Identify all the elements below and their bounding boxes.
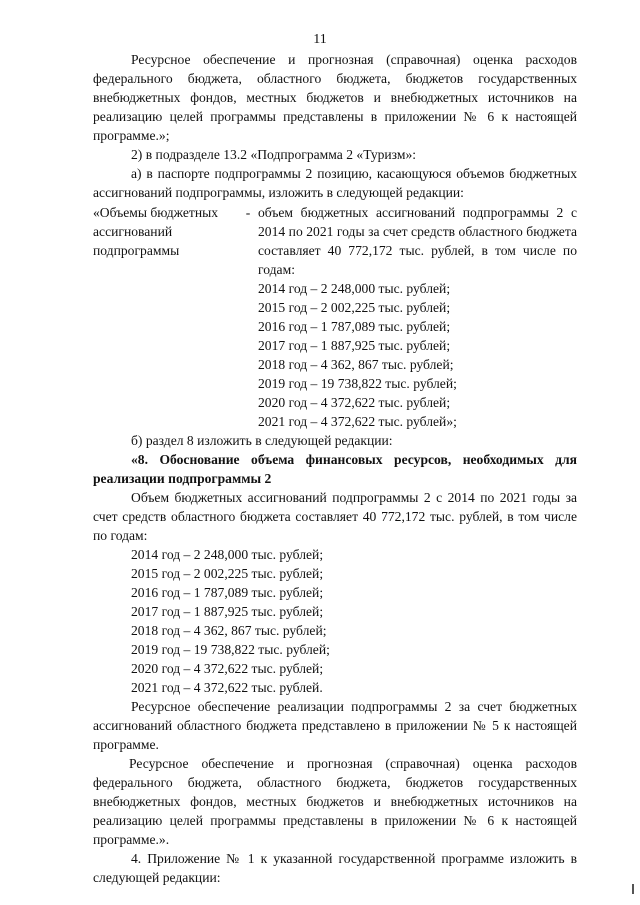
- year-line: 2016 год – 1 787,089 тыс. рублей;: [131, 585, 324, 600]
- year-line: 2018 год – 4 362, 867 тыс. рублей;: [258, 357, 454, 372]
- year-line: 2017 год – 1 887,925 тыс. рублей;: [131, 604, 324, 619]
- year-line: 2014 год – 2 248,000 тыс. рублей;: [131, 547, 324, 562]
- document-body: [93, 50, 577, 887]
- passport-volume-text: объем бюджетных ассигнований подпрограммы 2 с 2014 по 2021 годы за счет средств областного бюджета составляет 40 772,172 тыс. рублей, в том числе по годам:: [258, 205, 577, 277]
- passport-years-list: [258, 279, 577, 431]
- section-years-list: [93, 545, 577, 697]
- section-volume-text: Объем бюджетных ассигнований подпрограммы 2 с 2014 по 2021 годы за счет средств областного бюджета составляет 40 772,172 тыс. рублей, в том числе по годам:: [93, 490, 577, 543]
- margin-mark: [632, 884, 634, 894]
- item-b-section: б) раздел 8 изложить в следующей редакции:: [131, 433, 393, 448]
- year-line: 2018 год – 4 362, 867 тыс. рублей;: [131, 623, 327, 638]
- item-a-passport: а) в паспорте подпрограммы 2 позицию, касающуюся объемов бюджетных ассигнований подпрограммы, изложить в следующей редакции:: [93, 166, 577, 200]
- year-line: 2014 год – 2 248,000 тыс. рублей;: [258, 281, 451, 296]
- year-line: 2016 год – 1 787,089 тыс. рублей;: [258, 319, 451, 334]
- year-line: 2015 год – 2 002,225 тыс. рублей;: [258, 300, 451, 315]
- year-line: 2019 год – 19 738,822 тыс. рублей;: [258, 376, 457, 391]
- year-line: 2019 год – 19 738,822 тыс. рублей;: [131, 642, 330, 657]
- year-line: 2015 год – 2 002,225 тыс. рублей;: [131, 566, 324, 581]
- section-8-heading: «8. Обоснование объема финансовых ресурсов, необходимых для реализации подпрограммы 2: [93, 452, 577, 486]
- year-line: 2017 год – 1 887,925 тыс. рублей;: [258, 338, 451, 353]
- passport-label: «Объемы бюджетных ассигнований подпрограммы: [93, 205, 219, 258]
- item-2-subsection: 2) в подразделе 13.2 «Подпрограмма 2 «Туризм»:: [131, 147, 417, 162]
- year-line: 2020 год – 4 372,622 тыс. рублей;: [131, 661, 324, 676]
- paragraph-resource-provision: Ресурсное обеспечение и прогнозная (справочная) оценка расходов федерального бюджета, областного бюджета, бюджетов государственных внебюджетных фондов, местных бюджетов и внебюджетных источников на реализацию целей программы представлены в приложении № 6 к настоящей программе.»;: [93, 52, 577, 143]
- item-4-appendix: 4. Приложение № 1 к указанной государственной программе изложить в следующей редакции:: [93, 851, 577, 885]
- year-line: 2020 год – 4 372,622 тыс. рублей;: [258, 395, 451, 410]
- year-line: 2021 год – 4 372,622 тыс. рублей»;: [258, 414, 457, 429]
- paragraph-resource-subprogram: Ресурсное обеспечение реализации подпрограммы 2 за счет бюджетных ассигнований областного бюджета представлено в приложении № 5 к настоящей программе.: [93, 699, 577, 752]
- page-number: 11: [313, 32, 327, 47]
- year-line: 2021 год – 4 372,622 тыс. рублей.: [131, 680, 323, 695]
- passport-position: [93, 203, 577, 431]
- passport-value: [258, 203, 577, 431]
- paragraph-resource-forecast: Ресурсное обеспечение и прогнозная (справочная) оценка расходов федерального бюджета, областного бюджета, бюджетов государственных внебюджетных фондов, местных бюджетов и внебюджетных источников на реализацию целей программы представлены в приложении № 6 к настоящей программе.».: [93, 756, 577, 847]
- passport-dash: -: [245, 205, 251, 220]
